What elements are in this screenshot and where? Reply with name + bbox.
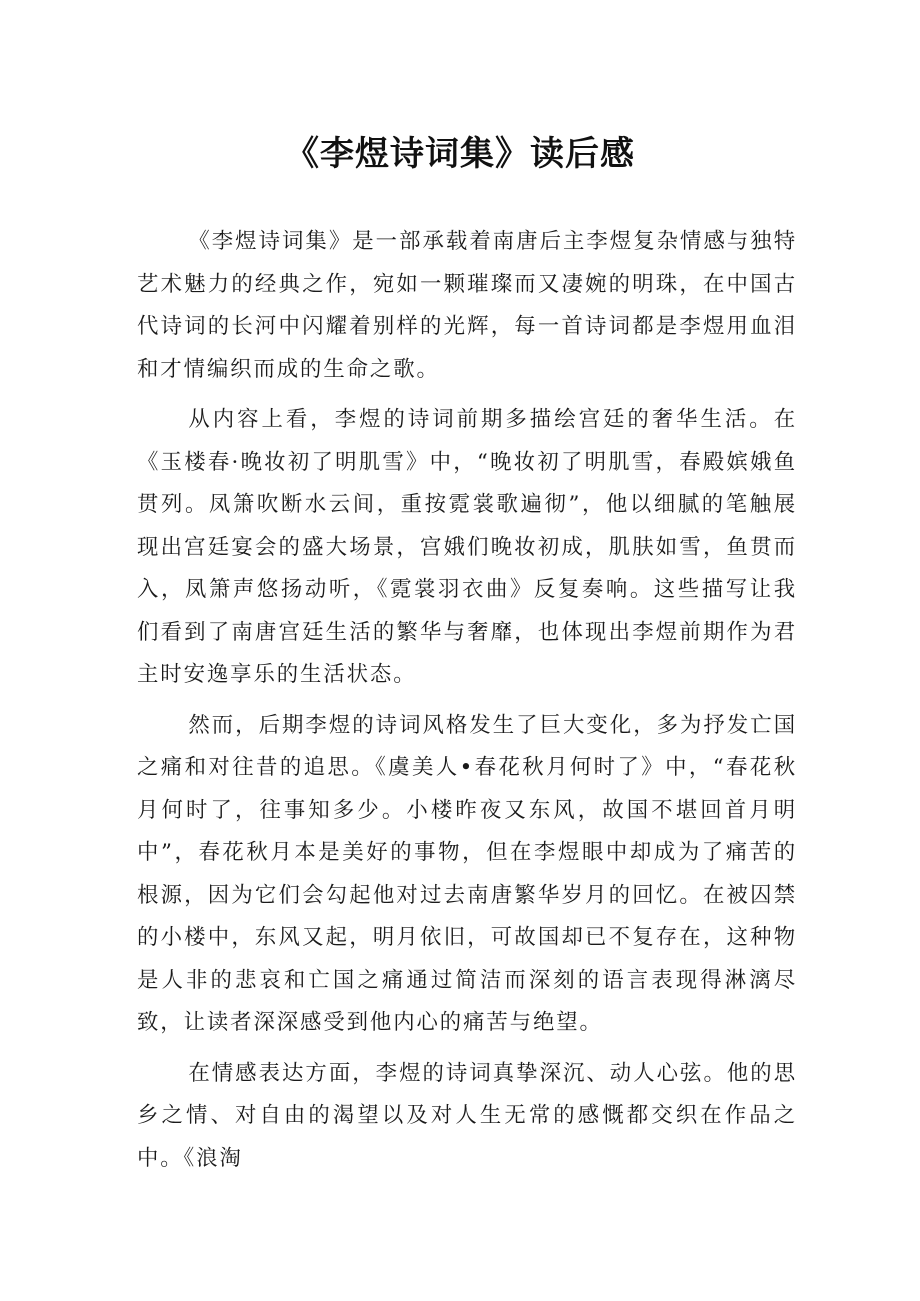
paragraph-early-works: 从内容上看，李煜的诗词前期多描绘宫廷的奢华生活。在《玉楼春·晚妆初了明肌雪》中，“晚妆初了明肌雪，春殿嫔娥鱼贯列。凤箫吹断水云间，重按霓裳歌遍彻”，他以细腻的笔触展现出宫廷宴会的盛大场景，宫娥们晚妆初成，肌肤如雪，鱼贯而入，凤箫声悠扬动听，《霓裳羽衣曲》反复奏响。这些描写让我们看到了南唐宫廷生活的繁华与奢靡，也体现出李煜前期作为君主时安逸享乐的生活状态。 <box>137 407 797 687</box>
document-body <box>137 221 797 1188</box>
paragraph-emotion: 在情感表达方面，李煜的诗词真挚深沉、动人心弦。他的思乡之情、对自由的渴望以及对人生无常的感慨都交织在作品之中。《浪淘 <box>137 1060 797 1171</box>
paragraph-later-works: 然而，后期李煜的诗词风格发生了巨大变化，多为抒发亡国之痛和对往昔的追思。《虞美人•春花秋月何时了》中，“春花秋月何时了，往事知多少。小楼昨夜又东风，故国不堪回首月明中”，春花秋月本是美好的事物，但在李煜眼中却成为了痛苦的根源，因为它们会勾起他对过去南唐繁华岁月的回忆。在被囚禁的小楼中，东风又起，明月依旧，可故国却已不复存在，这种物是人非的悲哀和亡国之痛通过简洁而深刻的语言表现得淋漓尽致，让读者深深感受到他内心的痛苦与绝望。 <box>137 712 797 1035</box>
paragraph-intro: 《李煜诗词集》是一部承载着南唐后主李煜复杂情感与独特艺术魅力的经典之作，宛如一颗璀璨而又凄婉的明珠，在中国古代诗词的长河中闪耀着别样的光辉，每一首诗词都是李煜用血泪和才情编织而成的生命之歌。 <box>137 229 797 382</box>
document-title: 《李煜诗词集》读后感 <box>285 134 635 174</box>
